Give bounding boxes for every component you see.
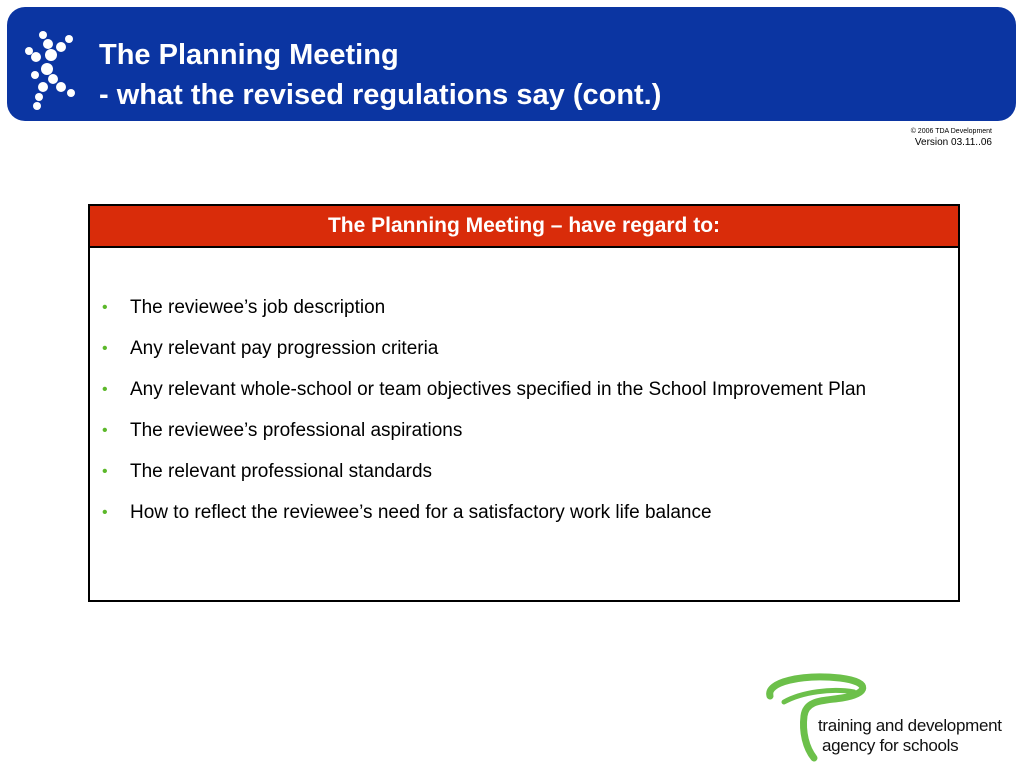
bullet-list [90, 248, 958, 526]
org-name-line-1: training and development [818, 716, 1002, 735]
bullet-icon: • [102, 340, 108, 357]
tda-logo [762, 670, 1002, 764]
slide-title [99, 35, 661, 115]
version-text: Version 03.11..06 [914, 137, 992, 148]
starburst-figure-icon [21, 29, 83, 111]
bullet-icon: • [102, 381, 108, 398]
bullet-icon: • [102, 463, 108, 480]
bullet-icon: • [102, 504, 108, 521]
header-band [7, 7, 1016, 121]
list-item-text: The reviewee’s professional aspirations [130, 420, 463, 441]
list-item-text: Any relevant whole-school or team objectives specified in the School Improvement Plan [130, 379, 867, 400]
list-item [102, 335, 918, 362]
content-box [88, 204, 960, 602]
box-heading: The Planning Meeting – have regard to: [90, 206, 958, 248]
title-line-2: - what the revised regulations say (cont.) [99, 79, 662, 111]
version-info [911, 127, 992, 150]
list-item-text: Any relevant pay progression criteria [130, 338, 439, 359]
list-item [102, 458, 918, 485]
bullet-icon: • [102, 422, 108, 439]
list-item [102, 499, 918, 526]
list-item [102, 376, 918, 403]
list-item-text: The reviewee’s job description [130, 297, 386, 318]
list-item [102, 294, 918, 321]
org-name-line-2: agency for schools [822, 736, 959, 755]
list-item-text: How to reflect the reviewee’s need for a satisfactory work life balance [130, 502, 712, 523]
list-item [102, 417, 918, 444]
list-item-text: The relevant professional standards [130, 461, 433, 482]
bullet-icon: • [102, 299, 108, 316]
copyright-text: © 2006 TDA Development [910, 128, 992, 135]
title-line-1: The Planning Meeting [99, 39, 399, 71]
